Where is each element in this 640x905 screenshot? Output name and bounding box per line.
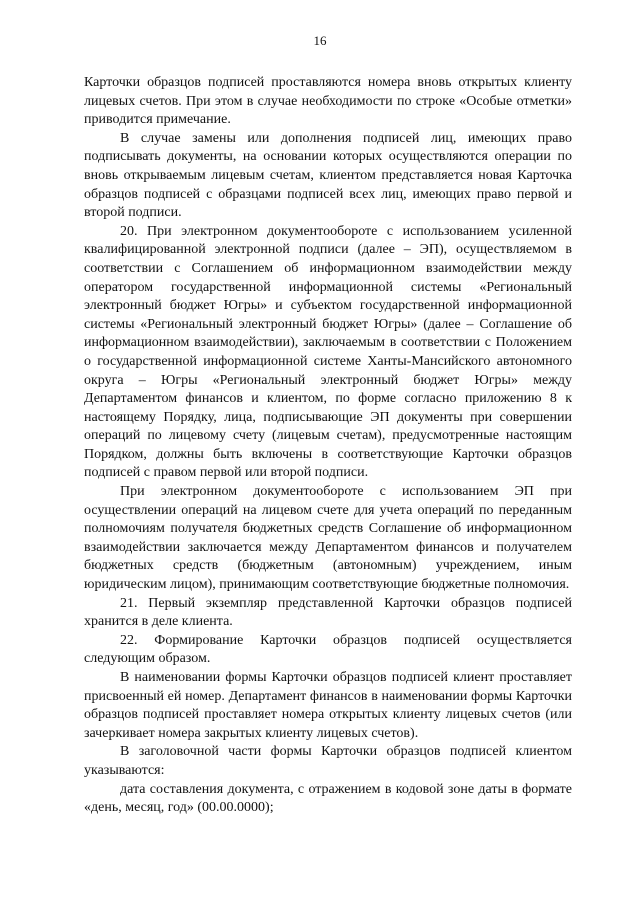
paragraph: Карточки образцов подписей проставляются номера вновь открытых клиенту лицевых счетов. При этом в случае необходимости по строке «Особые отметки» приводится примечание. [84, 75, 572, 128]
paragraph: В случае замены или дополнения подписей лиц, имеющих право подписывать документы, на основании которых осуществляются операции по вновь открываемым лицевым счетам, клиентом представляется новая Карточка образцов подписей с образцами подписей всех лиц, имеющих право первой и второй подписи. [84, 130, 572, 221]
paragraph: 22. Формирование Карточки образцов подписей осуществляется следующим образом. [84, 632, 572, 667]
page-number: 16 [313, 33, 327, 48]
paragraph: дата составления документа, с отражением в кодовой зоне даты в формате «день, месяц, год» (00.00.0000); [84, 781, 572, 816]
paragraph: 21. Первый экземпляр представленной Карточки образцов подписей хранится в деле клиента. [84, 595, 572, 630]
paragraph: 20. При электронном документообороте с использованием усиленной квалифицированной электронной подписи (далее – ЭП), осуществляемом в соответствии с Соглашением об информационном взаимодействии между оператором государственной информационной системы «Региональный электронный бюджет Югры» и субъектом государственной информационной системы «Региональный электронный бюджет Югры» (далее – Соглашение об информационном взаимодействии), заключаемым в соответствии с Положением о государственной информационной системе Ханты-Мансийского автономного округа – Югры «Региональный электронный бюджет Югры» между Департаментом финансов и клиентом, по форме согласно приложению 8 к настоящему Порядку, лица, подписывающие ЭП документы при совершении операций по лицевому счету (лицевым счетам), предусмотренные настоящим Порядком, должны быть включены в соответствующие Карточки образцов подписей с правом первой или второй подписи. [84, 223, 572, 481]
paragraph: В наименовании формы Карточки образцов подписей клиент проставляет присвоенный ей номер. Департамент финансов в наименовании формы Карточки образцов подписей проставляет номера открытых клиенту лицевых счетов (или зачеркивает номера закрытых клиенту лицевых счетов). [84, 670, 572, 741]
document-body [84, 74, 572, 818]
paragraph: В заголовочной части формы Карточки образцов подписей клиентом указываются: [84, 744, 572, 778]
paragraph: При электронном документообороте с использованием ЭП при осуществлении операций на лицевом счете для учета операций по переданным полномочиям получателя бюджетных средств Соглашение об информационном взаимодействии заключается между Департаментом финансов и получателем бюджетных средств (бюджетным (автономным) учреждением, иным юридическим лицом), принимающим соответствующие бюджетные полномочия. [84, 484, 572, 593]
